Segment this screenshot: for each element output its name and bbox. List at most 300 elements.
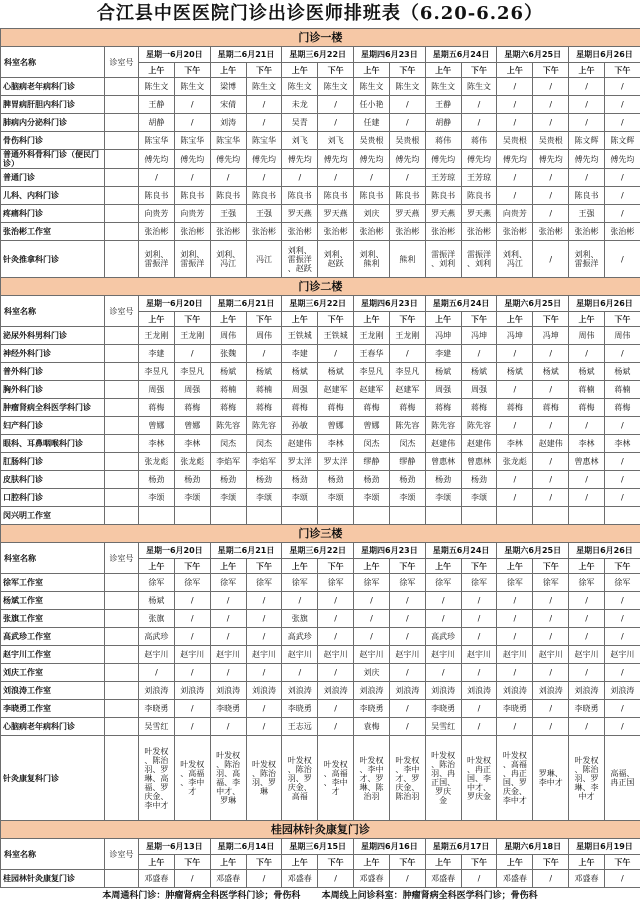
am-header: 上午	[282, 312, 318, 327]
am-doctor: 宋倩	[210, 96, 246, 114]
pm-doctor: 王芳琼	[461, 169, 497, 187]
pm-doctor: 杨斌	[318, 363, 354, 381]
table-row	[1, 241, 640, 278]
table-row	[1, 574, 640, 592]
day-header-row	[1, 296, 640, 312]
am-doctor: 赵宇川	[210, 646, 246, 664]
section-header	[1, 821, 640, 839]
am-doctor: 赵建伟	[425, 435, 461, 453]
pm-doctor: 张治彬	[533, 223, 569, 241]
pm-doctor: 蒋梅	[604, 399, 640, 417]
pm-doctor	[461, 507, 497, 525]
pm-doctor: /	[389, 96, 425, 114]
pm-doctor: 蒋梅	[246, 399, 282, 417]
am-doctor: /	[497, 96, 533, 114]
pm-doctor: 赵宇川	[461, 646, 497, 664]
pm-doctor: /	[533, 718, 569, 736]
pm-doctor: /	[389, 345, 425, 363]
room-number	[105, 345, 139, 363]
am-doctor: 陈良书	[282, 187, 318, 205]
pm-doctor: /	[246, 870, 282, 888]
pm-doctor	[246, 507, 282, 525]
pm-doctor: 陈生文	[318, 78, 354, 96]
day-header: 星期三6月22日	[282, 296, 354, 312]
am-doctor: /	[354, 169, 390, 187]
pm-doctor: 刘浪涛	[461, 682, 497, 700]
am-doctor: 曾娜	[354, 417, 390, 435]
am-header: 上午	[354, 312, 390, 327]
room-column-header: 诊室号	[105, 47, 139, 78]
am-doctor: 杨斌	[282, 363, 318, 381]
pm-doctor: /	[246, 96, 282, 114]
am-doctor: /	[497, 169, 533, 187]
am-doctor: 邓盛春	[497, 870, 533, 888]
pm-header: 下午	[461, 63, 497, 78]
pm-header: 下午	[174, 559, 210, 574]
am-doctor: 周强	[139, 381, 175, 399]
room-column-header: 诊室号	[105, 839, 139, 870]
am-doctor	[210, 507, 246, 525]
pm-doctor: 张治彬	[174, 223, 210, 241]
am-header: 上午	[354, 855, 390, 870]
dept-name: 眼科、耳鼻咽喉科门诊	[1, 435, 105, 453]
pm-doctor: /	[174, 628, 210, 646]
am-doctor: 陈生文	[354, 78, 390, 96]
dept-name: 高武珍工作室	[1, 628, 105, 646]
am-doctor: 李林	[569, 435, 605, 453]
pm-doctor: /	[318, 628, 354, 646]
pm-header: 下午	[533, 312, 569, 327]
pm-doctor: 张治彬	[318, 223, 354, 241]
pm-header: 下午	[318, 312, 354, 327]
am-doctor: /	[282, 664, 318, 682]
table-row	[1, 610, 640, 628]
pm-doctor: /	[533, 700, 569, 718]
pm-doctor: 张治彬	[604, 223, 640, 241]
am-doctor: 赵宇川	[354, 646, 390, 664]
page-title: 合江县中医医院门诊出诊医师排班表（6.20-6.26）	[96, 3, 544, 24]
am-doctor: /	[210, 628, 246, 646]
am-doctor: 张旗	[282, 610, 318, 628]
pm-doctor: 陈生文	[246, 78, 282, 96]
pm-header: 下午	[389, 855, 425, 870]
pm-header: 下午	[174, 855, 210, 870]
section-header	[1, 525, 640, 543]
pm-doctor: 高福、 冉正国	[604, 736, 640, 821]
dept-name: 疼痛科门诊	[1, 205, 105, 223]
pm-doctor: /	[246, 114, 282, 132]
pm-doctor: 闵杰	[246, 435, 282, 453]
am-doctor: 周伟	[210, 327, 246, 345]
section-header	[1, 29, 640, 47]
pm-doctor: 张治彬	[246, 223, 282, 241]
am-header: 上午	[569, 855, 605, 870]
pm-doctor: /	[533, 381, 569, 399]
dept-name: 桂园林针灸康复门诊	[1, 870, 105, 888]
am-doctor: 李颂	[210, 489, 246, 507]
pm-doctor: 徐军	[461, 574, 497, 592]
am-header: 上午	[569, 559, 605, 574]
dept-name: 针灸推拿科门诊	[1, 241, 105, 278]
am-doctor: 任建	[354, 114, 390, 132]
am-header: 上午	[497, 559, 533, 574]
am-doctor: 罗太洋	[282, 453, 318, 471]
am-doctor: 徐军	[569, 574, 605, 592]
dept-name: 普外科门诊	[1, 363, 105, 381]
pm-doctor: /	[604, 96, 640, 114]
room-number	[105, 96, 139, 114]
pm-header: 下午	[174, 63, 210, 78]
am-doctor: 杨斌	[425, 363, 461, 381]
am-doctor: 徐军	[497, 574, 533, 592]
day-header-row	[1, 543, 640, 559]
table-row	[1, 187, 640, 205]
day-header: 星期二6月21日	[210, 47, 282, 63]
pm-doctor: /	[461, 114, 497, 132]
table-row	[1, 592, 640, 610]
am-doctor: 李建	[139, 345, 175, 363]
am-doctor: 赵宇川	[139, 646, 175, 664]
day-header: 星期四6月23日	[354, 543, 426, 559]
pm-doctor: /	[533, 78, 569, 96]
pm-doctor: 杨斌	[533, 363, 569, 381]
am-doctor: 李晓勇	[210, 700, 246, 718]
pm-doctor: /	[604, 489, 640, 507]
room-number	[105, 453, 139, 471]
am-doctor: 赵建军	[354, 381, 390, 399]
am-doctor: /	[425, 610, 461, 628]
am-doctor: 张治彬	[354, 223, 390, 241]
dept-column-header: 科室名称	[1, 47, 105, 78]
section-header	[1, 278, 640, 296]
pm-doctor: 曾惠林	[461, 453, 497, 471]
dept-name: 肺病内分泌科门诊	[1, 114, 105, 132]
day-header: 星期一6月13日	[139, 839, 211, 855]
am-doctor: 罗天燕	[425, 205, 461, 223]
pm-header: 下午	[246, 63, 282, 78]
room-number	[105, 78, 139, 96]
pm-doctor: 赵宇川	[174, 646, 210, 664]
pm-doctor: 赵建军	[318, 381, 354, 399]
room-number	[105, 327, 139, 345]
room-number	[105, 399, 139, 417]
pm-doctor: 周强	[174, 381, 210, 399]
footer-general-clinic: 本周通科门诊：肿瘤肾病全科医学科门诊；骨伤科	[102, 891, 301, 901]
am-doctor: 李晓勇	[569, 700, 605, 718]
pm-doctor: 杨劲	[174, 471, 210, 489]
am-doctor: 冯坤	[425, 327, 461, 345]
pm-doctor: 李颂	[246, 489, 282, 507]
room-number	[105, 187, 139, 205]
am-header: 上午	[282, 855, 318, 870]
pm-doctor: 李林	[318, 435, 354, 453]
pm-doctor: 刘浪涛	[389, 682, 425, 700]
am-doctor: 王春华	[354, 345, 390, 363]
am-doctor: 雷振洋 、刘利	[425, 241, 461, 278]
pm-doctor: 傅先均	[533, 150, 569, 169]
pm-doctor: /	[318, 718, 354, 736]
am-doctor: 刘利、 雷振洋	[569, 241, 605, 278]
am-doctor: 刘利、 冯江	[210, 241, 246, 278]
pm-header: 下午	[604, 312, 640, 327]
am-doctor: 孙敏	[282, 417, 318, 435]
room-number	[105, 870, 139, 888]
am-doctor: 高武珍	[139, 628, 175, 646]
pm-doctor: 陈良书	[246, 187, 282, 205]
dept-name: 胸外科门诊	[1, 381, 105, 399]
table-row	[1, 489, 640, 507]
pm-doctor: 陈生文	[389, 78, 425, 96]
pm-doctor: 张治彬	[389, 223, 425, 241]
pm-doctor: 李昱凡	[389, 363, 425, 381]
pm-doctor: 傅先均	[389, 150, 425, 169]
am-doctor: /	[569, 471, 605, 489]
pm-doctor: /	[246, 700, 282, 718]
pm-doctor: /	[318, 700, 354, 718]
am-doctor: 傅先均	[354, 150, 390, 169]
am-doctor: 蒋梅	[282, 399, 318, 417]
am-doctor: 蒋梅	[425, 399, 461, 417]
pm-doctor: 王龙刚	[174, 327, 210, 345]
pm-header: 下午	[604, 855, 640, 870]
pm-doctor: /	[174, 664, 210, 682]
am-doctor: 邓盛春	[282, 870, 318, 888]
pm-doctor: 张龙彪	[174, 453, 210, 471]
pm-doctor: 杨斌	[246, 363, 282, 381]
pm-doctor: 徐军	[174, 574, 210, 592]
pm-doctor: /	[533, 489, 569, 507]
am-header: 上午	[354, 559, 390, 574]
am-doctor: 李昱凡	[354, 363, 390, 381]
am-doctor	[354, 507, 390, 525]
pm-doctor: /	[533, 471, 569, 489]
pm-doctor: 王强	[246, 205, 282, 223]
pm-header: 下午	[461, 855, 497, 870]
am-doctor: 杨斌	[210, 363, 246, 381]
am-doctor: /	[497, 664, 533, 682]
dept-name: 肿瘤肾病全科医学科门诊	[1, 399, 105, 417]
room-column-header: 诊室号	[105, 296, 139, 327]
am-doctor: 曾惠林	[569, 453, 605, 471]
am-doctor: 杨斌	[497, 363, 533, 381]
am-doctor: 周伟	[569, 327, 605, 345]
pm-doctor: 李昱凡	[174, 363, 210, 381]
am-doctor: 王强	[210, 205, 246, 223]
pm-doctor: 蒋伟	[461, 132, 497, 150]
am-header: 上午	[569, 312, 605, 327]
pm-doctor: 陈先容	[246, 417, 282, 435]
pm-doctor: /	[174, 96, 210, 114]
day-header: 星期日6月26日	[569, 543, 640, 559]
pm-doctor: 叶发权 、李中 才、罗 庆金、 陈治羽	[389, 736, 425, 821]
dept-name: 刘浪涛工作室	[1, 682, 105, 700]
table-row	[1, 646, 640, 664]
pm-doctor: 熊利	[389, 241, 425, 278]
pm-doctor: 吴贵根	[533, 132, 569, 150]
am-doctor: 陈良书	[139, 187, 175, 205]
pm-doctor: 蒋楠	[604, 381, 640, 399]
pm-doctor: 李颂	[174, 489, 210, 507]
pm-doctor: 徐军	[318, 574, 354, 592]
day-header: 星期日6月26日	[569, 296, 640, 312]
am-doctor: 叶发权 、陈治 羽、冉 正国、 罗庆 金	[425, 736, 461, 821]
am-doctor: 刘飞	[282, 132, 318, 150]
am-header: 上午	[282, 63, 318, 78]
pm-doctor: /	[246, 592, 282, 610]
day-header: 星期六6月18日	[497, 839, 569, 855]
pm-doctor: 赵建军	[389, 381, 425, 399]
am-doctor: 赵宇川	[497, 646, 533, 664]
pm-doctor: 周强	[461, 381, 497, 399]
am-doctor: 李晓勇	[425, 700, 461, 718]
pm-doctor: /	[318, 114, 354, 132]
pm-doctor: /	[461, 700, 497, 718]
am-doctor: 赵宇川	[282, 646, 318, 664]
am-doctor: /	[210, 664, 246, 682]
am-doctor: 李晓勇	[139, 700, 175, 718]
pm-doctor: 傅先均	[246, 150, 282, 169]
am-doctor: 徐军	[210, 574, 246, 592]
pm-doctor: /	[389, 718, 425, 736]
am-doctor: 邓盛春	[354, 870, 390, 888]
am-doctor: 陈宝华	[139, 132, 175, 150]
am-doctor: /	[497, 114, 533, 132]
pm-header: 下午	[174, 312, 210, 327]
pm-doctor: /	[533, 96, 569, 114]
pm-doctor: 冯坤	[461, 327, 497, 345]
pm-doctor	[604, 507, 640, 525]
day-header: 星期日6月26日	[569, 47, 640, 63]
am-doctor: 邓盛春	[139, 870, 175, 888]
am-doctor: 陈良书	[425, 187, 461, 205]
pm-doctor: /	[174, 610, 210, 628]
pm-doctor: 徐军	[389, 574, 425, 592]
am-doctor: 闵杰	[210, 435, 246, 453]
dept-name: 杨斌工作室	[1, 592, 105, 610]
pm-doctor: /	[389, 870, 425, 888]
dept-column-header: 科室名称	[1, 296, 105, 327]
pm-doctor: /	[533, 345, 569, 363]
am-doctor: 徐军	[354, 574, 390, 592]
day-header: 星期六6月25日	[497, 543, 569, 559]
pm-doctor: 张治彬	[461, 223, 497, 241]
am-doctor: 陈生文	[425, 78, 461, 96]
am-doctor: 张旗	[139, 610, 175, 628]
day-header: 星期三6月22日	[282, 543, 354, 559]
pm-doctor: 徐军	[533, 574, 569, 592]
dept-name: 神经外科门诊	[1, 345, 105, 363]
pm-doctor: /	[533, 628, 569, 646]
pm-doctor: /	[174, 700, 210, 718]
day-header: 星期五6月24日	[425, 47, 497, 63]
pm-doctor	[389, 507, 425, 525]
table-row	[1, 78, 640, 96]
pm-doctor: 蒋梅	[174, 399, 210, 417]
am-doctor: 赵建伟	[282, 435, 318, 453]
pm-doctor: 蒋梅	[461, 399, 497, 417]
am-doctor: /	[497, 417, 533, 435]
am-doctor: 高武珍	[425, 628, 461, 646]
am-doctor: 任小艳	[354, 96, 390, 114]
pm-doctor: /	[604, 187, 640, 205]
dept-name: 骨伤科门诊	[1, 132, 105, 150]
pm-doctor: /	[533, 592, 569, 610]
pm-doctor: 赵宇川	[604, 646, 640, 664]
am-doctor: 王志远	[282, 718, 318, 736]
pm-doctor: 赵宇川	[533, 646, 569, 664]
am-doctor: 刘浪涛	[354, 682, 390, 700]
pm-doctor: /	[246, 664, 282, 682]
am-doctor: 缪静	[354, 453, 390, 471]
pm-doctor: 李焰军	[246, 453, 282, 471]
pm-doctor: /	[174, 345, 210, 363]
am-doctor: /	[497, 718, 533, 736]
pm-doctor: /	[604, 241, 640, 278]
am-doctor: /	[569, 718, 605, 736]
pm-doctor: /	[604, 870, 640, 888]
pm-doctor: 蒋楠	[246, 381, 282, 399]
pm-doctor: /	[604, 78, 640, 96]
pm-doctor: /	[533, 453, 569, 471]
day-header: 星期一6月20日	[139, 47, 211, 63]
pm-doctor: 陈生文	[174, 78, 210, 96]
am-doctor: /	[497, 628, 533, 646]
dept-name: 儿科、内科门诊	[1, 187, 105, 205]
pm-doctor: 陈生文	[461, 78, 497, 96]
pm-doctor: /	[174, 870, 210, 888]
room-number	[105, 169, 139, 187]
pm-doctor: 杨斌	[604, 363, 640, 381]
am-doctor: /	[569, 664, 605, 682]
table-row	[1, 435, 640, 453]
pm-doctor: /	[533, 610, 569, 628]
am-doctor: 陈文辉	[569, 132, 605, 150]
am-doctor: 周强	[282, 381, 318, 399]
am-doctor: 叶发权 、陈治 羽、高 福、李 中才、 罗琳	[210, 736, 246, 821]
section-title: 门诊二楼	[1, 278, 640, 296]
dept-name: 张旗工作室	[1, 610, 105, 628]
am-doctor: 李焰军	[210, 453, 246, 471]
dept-column-header: 科室名称	[1, 839, 105, 870]
pm-doctor: /	[174, 592, 210, 610]
am-doctor: 张龙彪	[139, 453, 175, 471]
pm-doctor: /	[174, 114, 210, 132]
pm-doctor: /	[604, 417, 640, 435]
am-doctor: 高武珍	[282, 628, 318, 646]
footer-note	[0, 888, 640, 904]
pm-doctor: 陈先容	[461, 417, 497, 435]
pm-header: 下午	[389, 63, 425, 78]
pm-doctor: /	[318, 664, 354, 682]
am-doctor: 刘利、 熊利	[354, 241, 390, 278]
am-doctor: 王铁城	[282, 327, 318, 345]
pm-header: 下午	[389, 559, 425, 574]
pm-doctor: 李颂	[461, 489, 497, 507]
pm-doctor: /	[389, 592, 425, 610]
table-row	[1, 363, 640, 381]
am-doctor: 傅先均	[425, 150, 461, 169]
am-doctor: 李晓勇	[354, 700, 390, 718]
pm-doctor: /	[318, 610, 354, 628]
pm-doctor: 雷振洋 、刘利	[461, 241, 497, 278]
pm-doctor: /	[246, 169, 282, 187]
am-doctor: 杨劲	[354, 471, 390, 489]
pm-doctor	[174, 507, 210, 525]
pm-doctor: /	[533, 114, 569, 132]
am-doctor: 向贵芳	[497, 205, 533, 223]
am-doctor: 傅先均	[569, 150, 605, 169]
section-title: 门诊三楼	[1, 525, 640, 543]
